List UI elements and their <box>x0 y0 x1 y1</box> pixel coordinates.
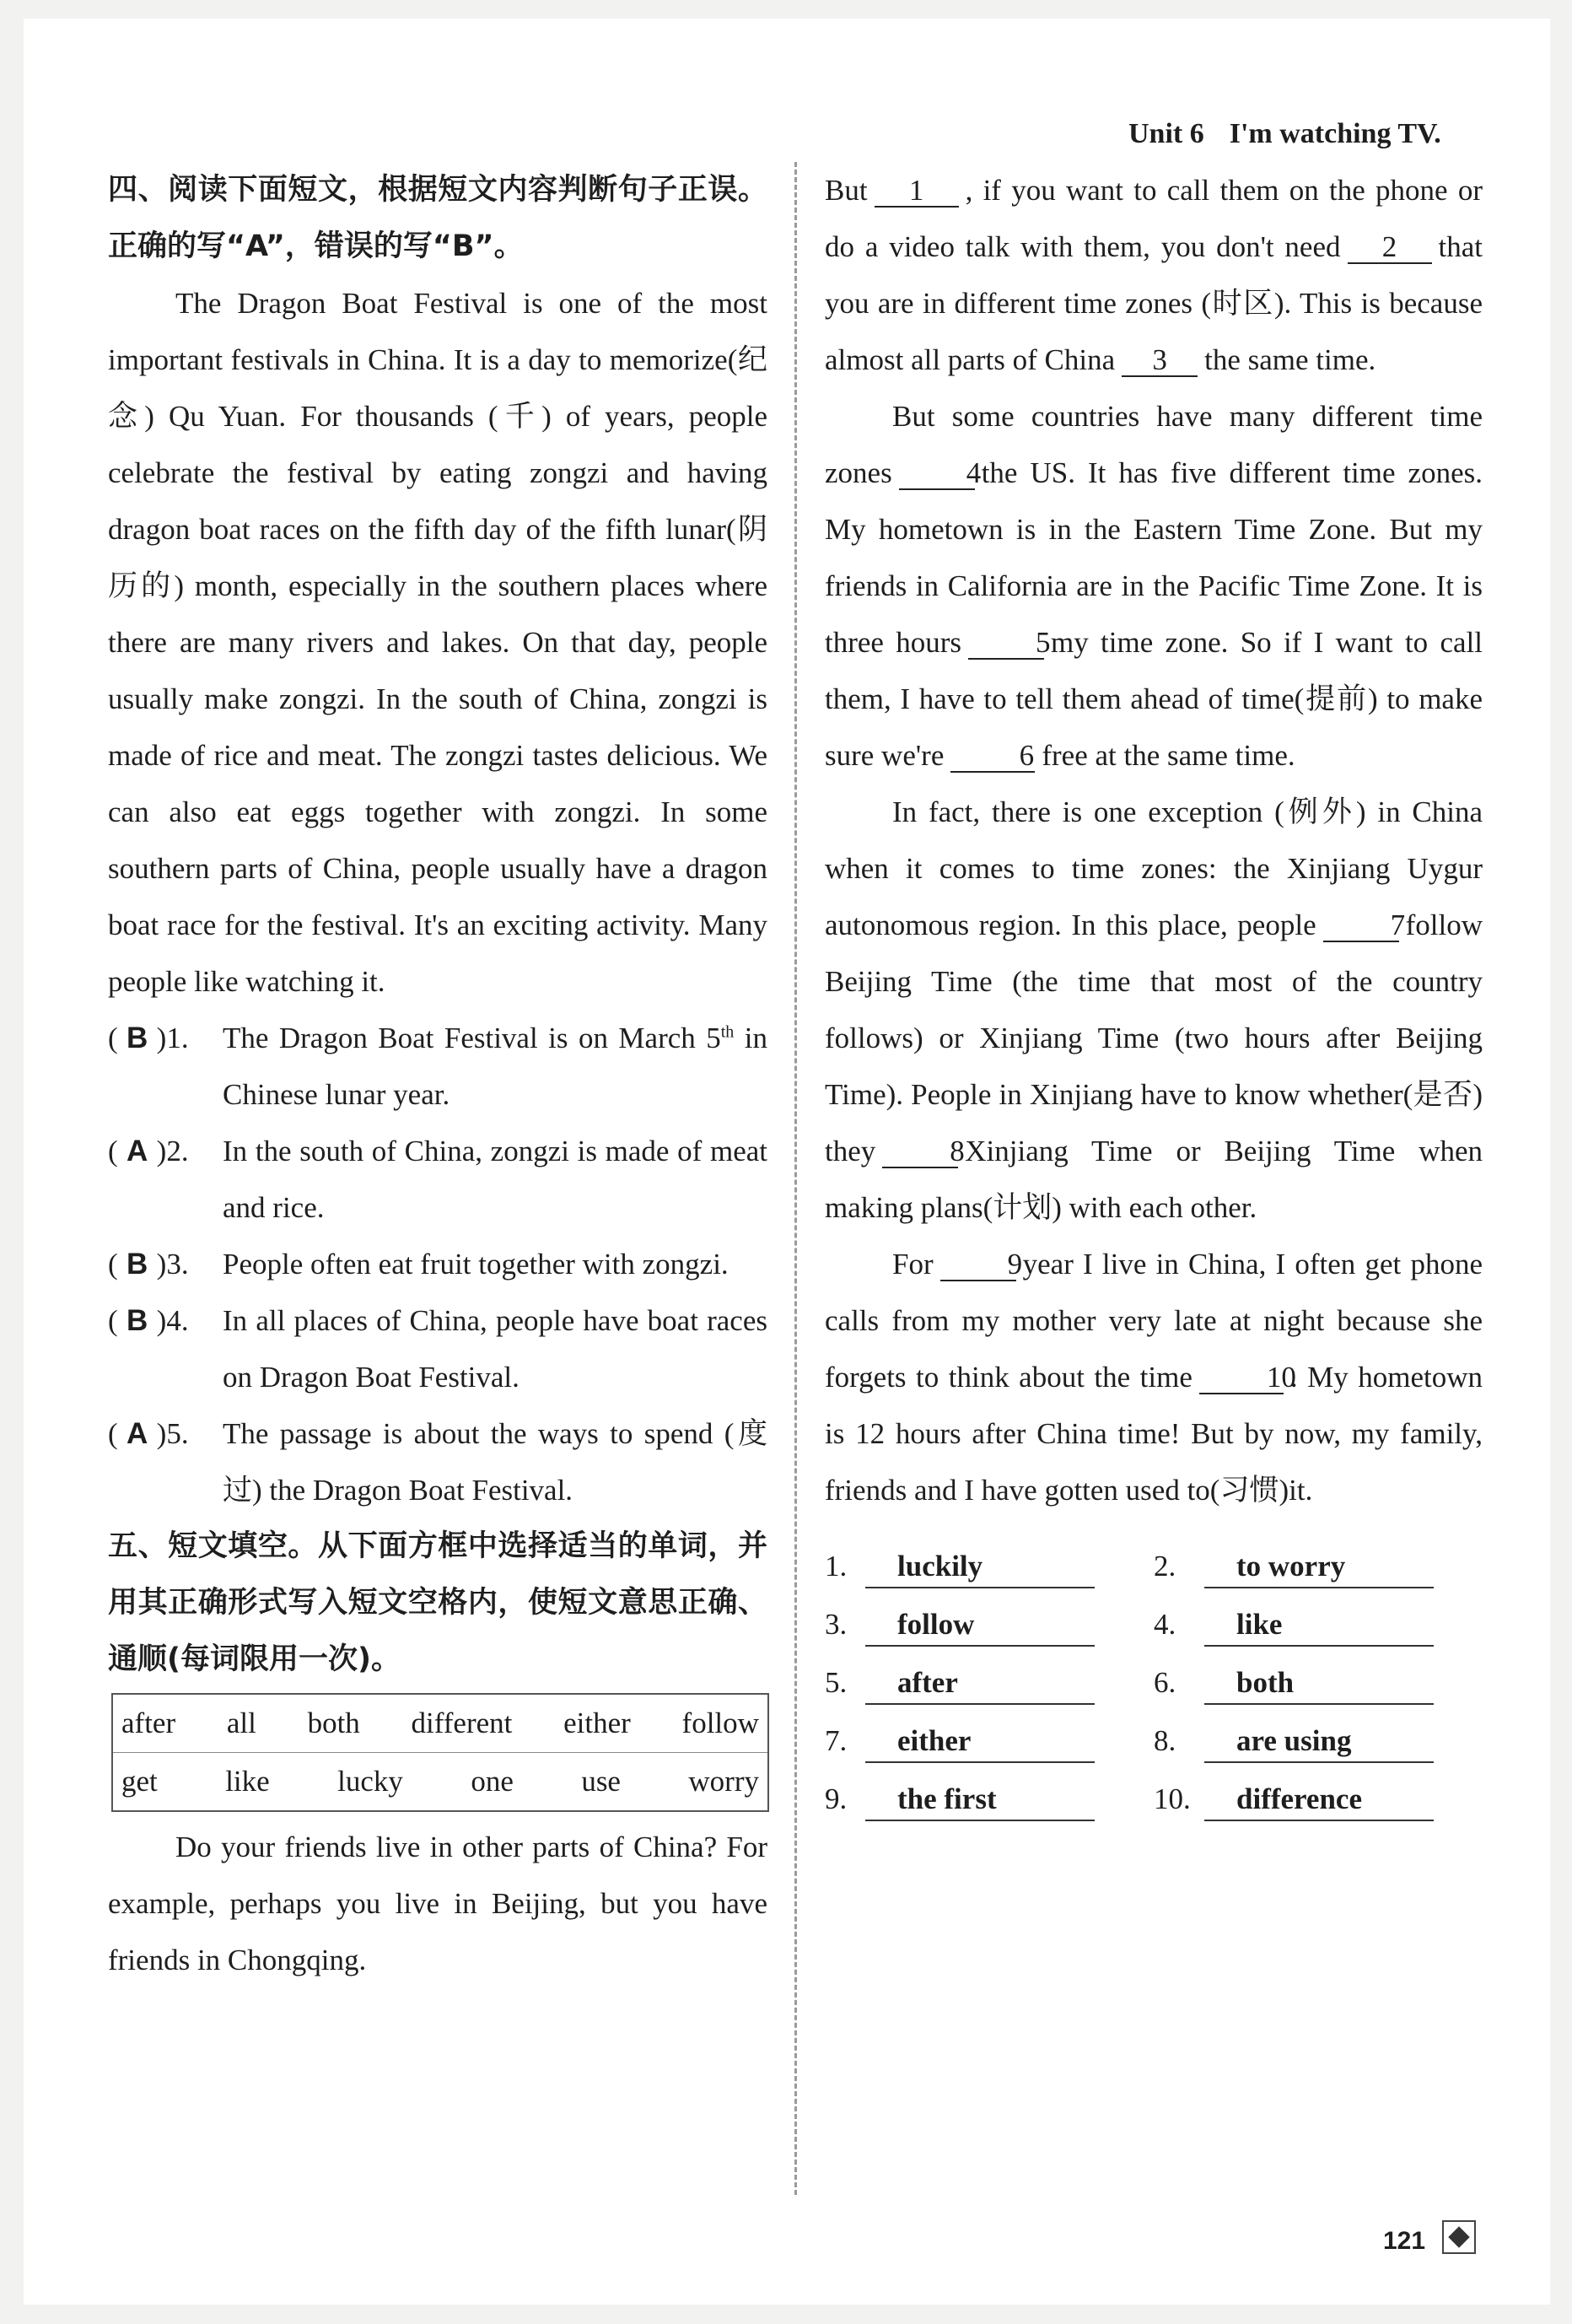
answer-number: 5. <box>825 1666 848 1699</box>
blank-2: 2 <box>1348 232 1432 264</box>
question-text: in Chinese lunar year. <box>223 1022 767 1111</box>
answer-text: difference <box>1204 1779 1434 1821</box>
blank-9: 9 <box>940 1249 1016 1281</box>
passage-paragraph-4 <box>825 784 1483 1236</box>
word: different <box>411 1707 513 1739</box>
section5-title: 五、短文填空。从下面方框中选择适当的单词，并用其正确形式写入短文空格内，使短文意思正确、通顺(每词限用一次)。 <box>108 1529 767 1676</box>
question-3: ( B )3. People often eat fruit together with zongzi. <box>108 1236 767 1292</box>
text-run: my time zone. So if I want to call them, I have to tell them ahead of time(提前) to make sure we're <box>825 626 1483 772</box>
text-run: In fact, there is one exception (例外) in China when it comes to time zones: the Xinjiang Uygur autonomous region. In this place, people <box>825 795 1483 941</box>
word: all <box>226 1707 256 1739</box>
blank-4: 4 <box>899 458 975 490</box>
answer-text: the first <box>865 1779 1095 1821</box>
answer-item <box>825 1545 1154 1588</box>
text-run: Xinjiang Time or Beijing Time when making plans(计划) with each other. <box>825 1135 1483 1224</box>
blank-7: 7 <box>1323 910 1399 942</box>
diamond-icon <box>1442 2220 1476 2254</box>
question-text: In all places of China, people have boat races on Dragon Boat Festival. <box>223 1304 767 1394</box>
passage-paragraph-2 <box>825 162 1483 388</box>
answer-text: are using <box>1204 1721 1434 1763</box>
page <box>24 19 1550 2305</box>
question-number: 2. <box>166 1135 189 1167</box>
answer-text: to worry <box>1204 1546 1434 1588</box>
answer-item <box>825 1719 1154 1763</box>
question-number: 4. <box>166 1304 189 1337</box>
text-run: year I live in China, I often get phone calls from my mother very late at night because she forgets to think about the time <box>825 1248 1483 1394</box>
question-text: The Dragon Boat Festival is on March 5 <box>223 1022 721 1054</box>
right-column <box>825 162 1483 1821</box>
text-run: But some countries have many different time zones <box>825 400 1483 489</box>
answer-mark: B <box>127 1304 148 1337</box>
answer-row <box>825 1588 1483 1647</box>
answer-text: luckily <box>865 1546 1095 1588</box>
answer-row <box>825 1530 1483 1588</box>
text-run: follow Beijing Time (the time that most of the country follows) or Xinjiang Time (two hours after Beijing Time). People in Xinjiang have to know whether(是否) they <box>825 909 1483 1167</box>
word: one <box>471 1765 514 1798</box>
word-box-row <box>113 1752 767 1810</box>
answer-number: 1. <box>825 1550 848 1583</box>
word: after <box>121 1707 176 1739</box>
question-text: The passage is about the ways to spend (度 过) the Dragon Boat Festival. <box>223 1417 767 1507</box>
blank-3: 3 <box>1122 345 1198 377</box>
answer-number: 2. <box>1154 1550 1176 1583</box>
left-column <box>108 162 767 1988</box>
blank-5: 5 <box>968 628 1044 660</box>
answer-item <box>1154 1661 1483 1705</box>
answer-text: either <box>865 1721 1095 1763</box>
blank-1: 1 <box>875 175 959 208</box>
answer-row <box>825 1763 1483 1821</box>
question-number: 3. <box>166 1248 189 1281</box>
text-run: . My hometown is 12 hours after China time! But by now, my family, friends and I have gotten used to(习惯)it. <box>825 1361 1483 1507</box>
word: worry <box>688 1765 759 1798</box>
text-run: , if you want to call them on the phone or do a video talk with them, you don't need <box>825 174 1483 263</box>
blank-8: 8 <box>882 1136 958 1168</box>
answer-number: 9. <box>825 1782 848 1815</box>
answer-number: 4. <box>1154 1608 1176 1641</box>
passage-paragraph-1: Do your friends live in other parts of China? For example, perhaps you live in Beijing, but you have friends in Chongqing. <box>108 1831 767 1976</box>
blank-10: 10 <box>1199 1362 1284 1394</box>
section4-passage: The Dragon Boat Festival is one of the most important festivals in China. It is a day to memorize(纪念) Qu Yuan. For thousands (千) of years, people celebrate the festival by eating zongzi and having dragon boat races on the fifth day of the fifth lunar(阴历的) month, especially in the southern places where there are many rivers and lakes. On that day, people usually make zongzi. In the south of China, zongzi is made of rice and meat. The zongzi tastes delicious. We can also eat eggs together with zongzi. In some southern parts of China, people usually have a dragon boat race for the festival. It's an exciting activity. Many people like watching it. <box>108 287 767 998</box>
question-number: 1. <box>166 1022 189 1054</box>
question-1: ( B )1. The Dragon Boat Festival is on March 5th in Chinese lunar year. <box>108 1010 767 1123</box>
unit-label: Unit 6 <box>1128 118 1204 149</box>
text-run: free at the same time. <box>1042 739 1295 772</box>
answer-row <box>825 1647 1483 1705</box>
answer-number: 6. <box>1154 1666 1176 1699</box>
answer-number: 10. <box>1154 1782 1191 1815</box>
question-2: ( A )2. In the south of China, zongzi is made of meat and rice. <box>108 1123 767 1236</box>
answer-item <box>825 1603 1154 1647</box>
answer-item <box>1154 1777 1483 1821</box>
answer-number: 8. <box>1154 1724 1176 1757</box>
word: either <box>563 1707 631 1739</box>
passage-paragraph-5 <box>825 1236 1483 1518</box>
section4-title: 四、阅读下面短文，根据短文内容判断句子正误。正确的写“A”，错误的写“B”。 <box>108 173 767 263</box>
answer-mark: A <box>127 1417 148 1450</box>
text-run: the same time. <box>1204 343 1376 376</box>
answer-mark: B <box>127 1248 148 1281</box>
word-box <box>111 1693 769 1812</box>
answer-number: 3. <box>825 1608 848 1641</box>
answer-item <box>1154 1719 1483 1763</box>
answer-number: 7. <box>825 1724 848 1757</box>
text-run: For <box>892 1248 934 1281</box>
word-box-row <box>113 1695 767 1752</box>
answer-text: both <box>1204 1663 1434 1705</box>
answer-mark: A <box>127 1135 148 1167</box>
word: both <box>307 1707 360 1739</box>
superscript: th <box>720 1022 735 1042</box>
unit-title: I'm watching TV. <box>1229 118 1441 149</box>
answer-item <box>1154 1603 1483 1647</box>
question-text: People often eat fruit together with zongzi. <box>223 1248 729 1281</box>
answer-row <box>825 1705 1483 1763</box>
page-header <box>1128 118 1441 150</box>
answer-mark: B <box>127 1022 148 1054</box>
answer-text: after <box>865 1663 1095 1705</box>
question-text: In the south of China, zongzi is made of meat and rice. <box>223 1135 767 1224</box>
page-number: 121 <box>1383 2227 1426 2255</box>
question-number: 5. <box>166 1417 189 1450</box>
answer-item <box>1154 1545 1483 1588</box>
passage-paragraph-3 <box>825 388 1483 784</box>
word: lucky <box>337 1765 403 1798</box>
column-divider <box>794 162 797 2195</box>
answer-text: like <box>1204 1604 1434 1647</box>
answer-text: follow <box>865 1604 1095 1647</box>
word: like <box>225 1765 270 1798</box>
question-4: ( B )4. In all places of China, people have boat races on Dragon Boat Festival. <box>108 1292 767 1405</box>
answer-item <box>825 1661 1154 1705</box>
text-run: that you are in different time zones (时区). This is because almost all parts of China <box>825 230 1483 376</box>
blank-6: 6 <box>950 741 1035 773</box>
word: follow <box>681 1707 759 1739</box>
word: get <box>121 1765 158 1798</box>
text-run: But <box>825 174 868 207</box>
word: use <box>581 1765 621 1798</box>
answer-list <box>825 1530 1483 1821</box>
text-run: the US. It has five different time zones. My hometown is in the Eastern Time Zone. But my friends in California are in the Pacific Time Zone. It is three hours <box>825 456 1483 659</box>
answer-item <box>825 1777 1154 1821</box>
question-5: ( A )5. The passage is about the ways to spend (度 过) the Dragon Boat Festival. <box>108 1405 767 1518</box>
